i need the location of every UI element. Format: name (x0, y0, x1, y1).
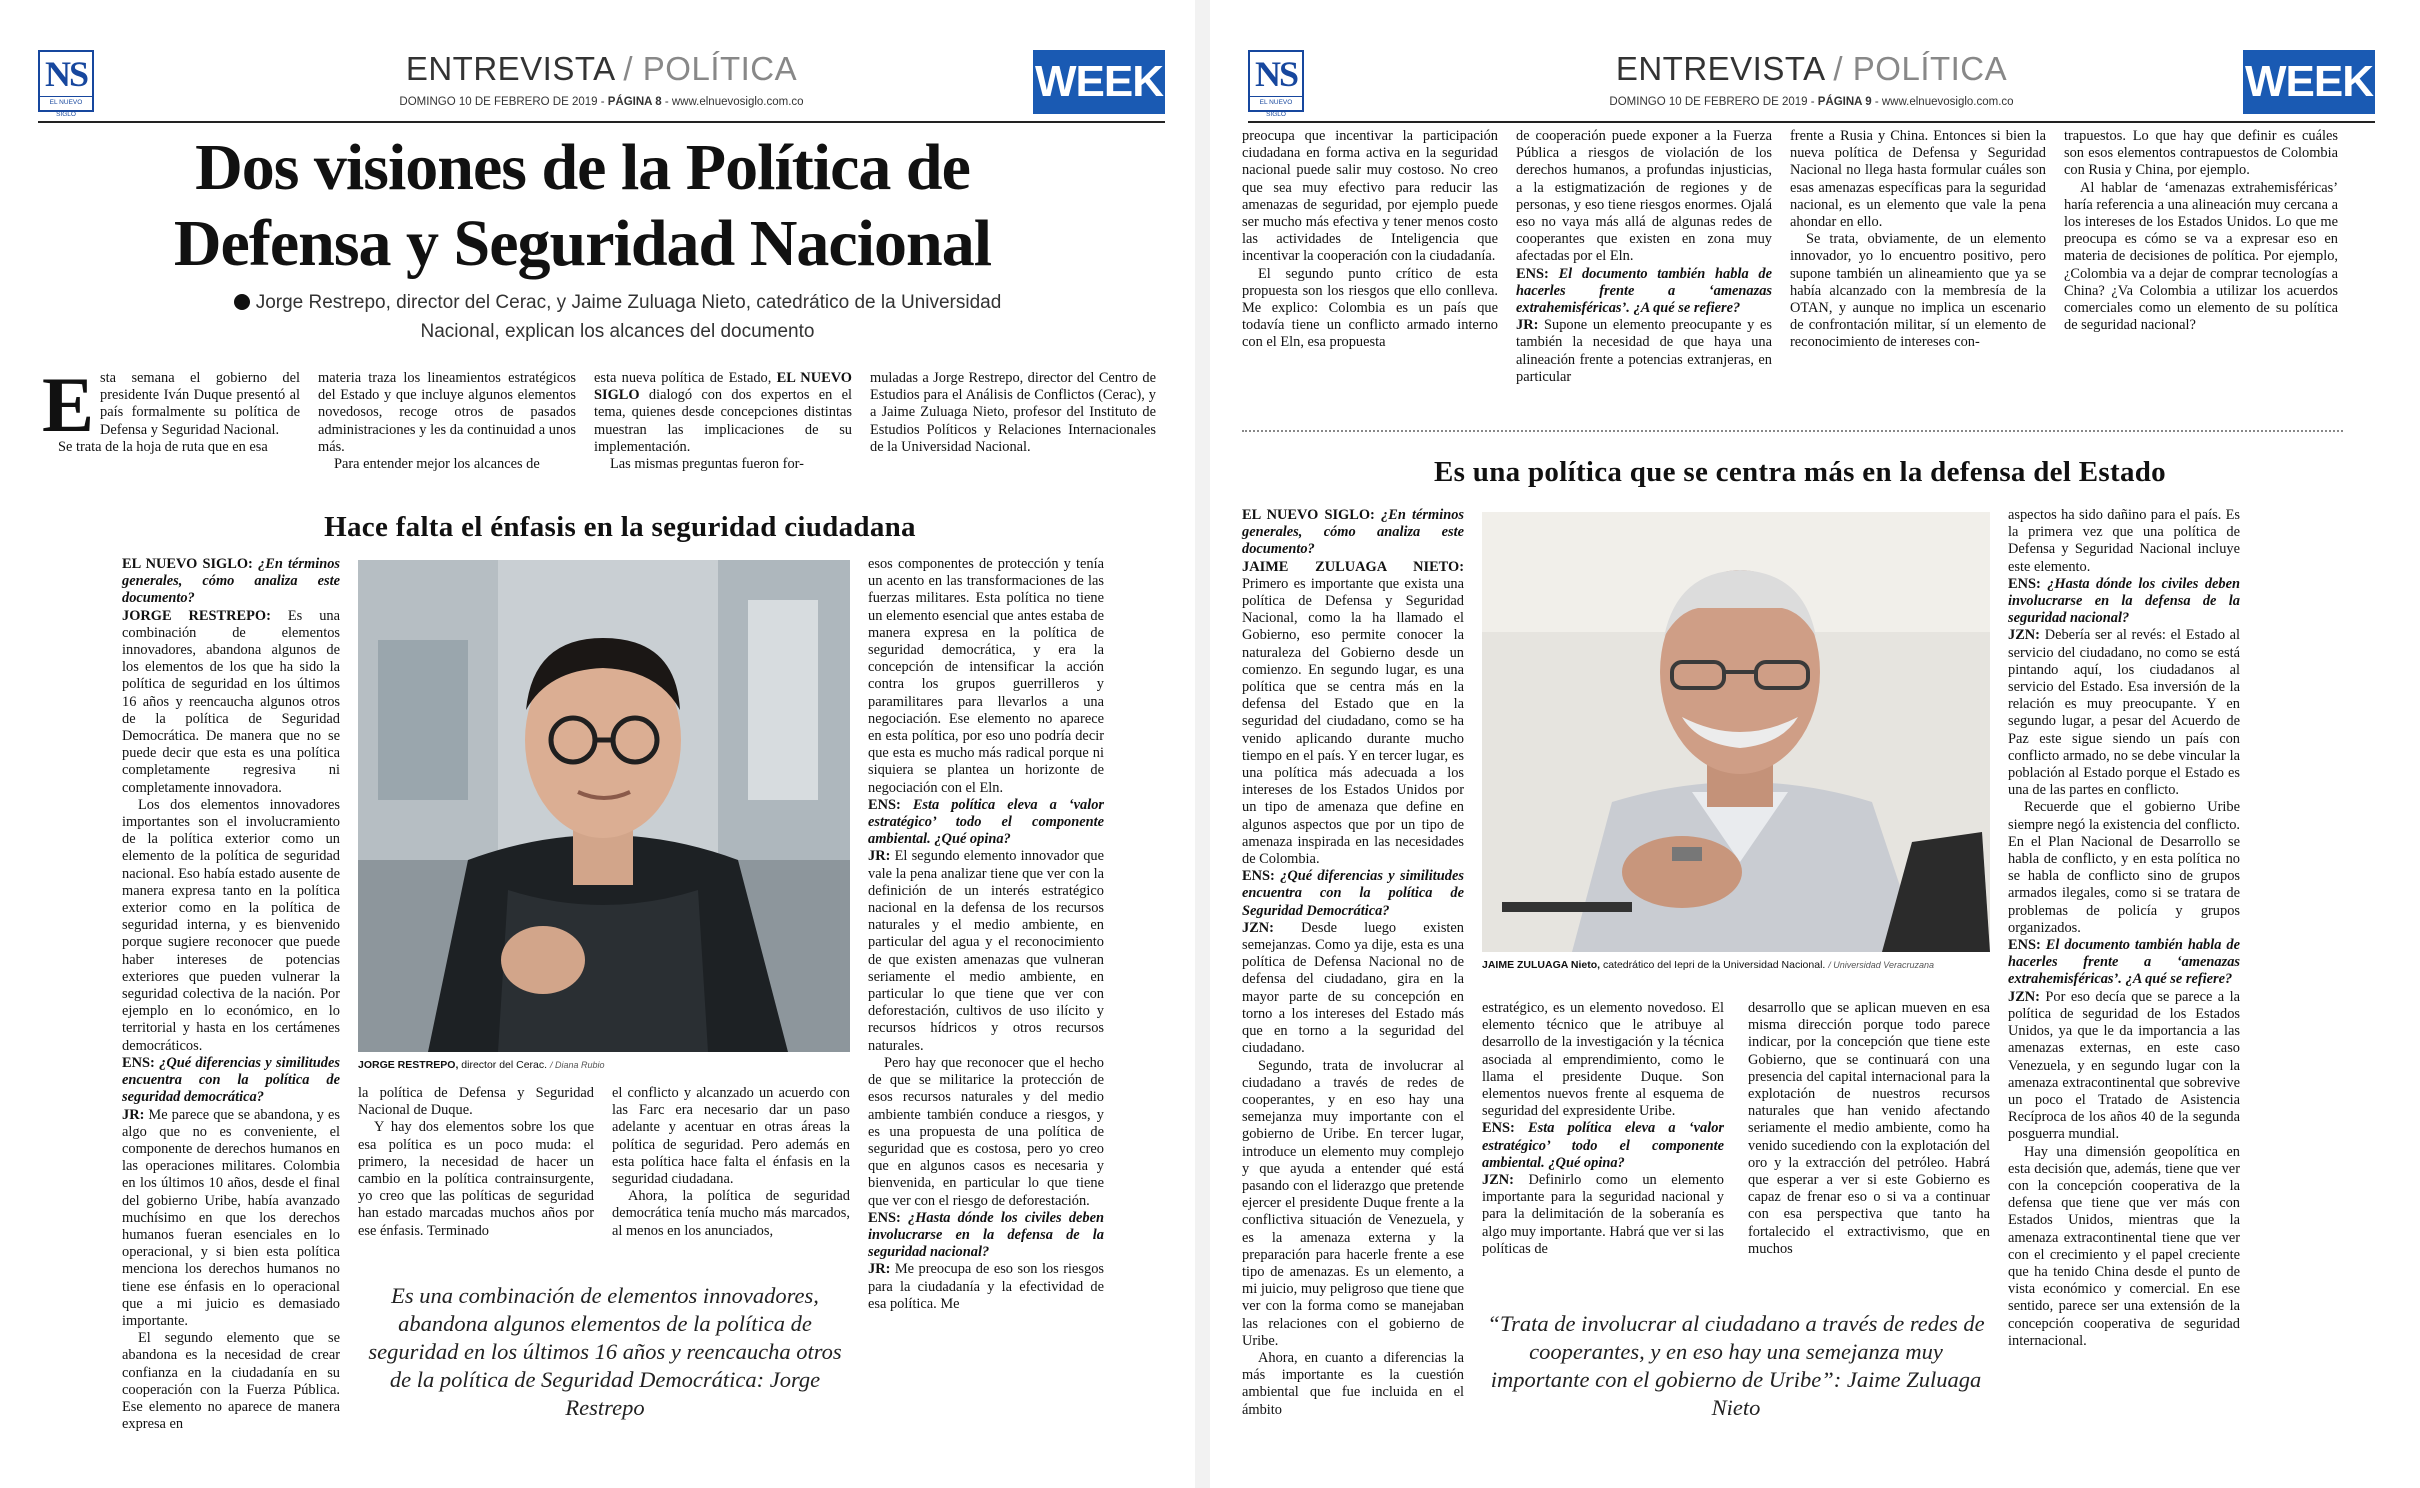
section-divider (1242, 430, 2343, 432)
section-title: ENTREVISTA / POLÍTICA (405, 50, 798, 87)
page-gutter (1195, 0, 1210, 1488)
dateline: DOMINGO 10 DE FEBRERO DE 2019 - PÁGINA 8 - www.elnuevosiglo.com.co (399, 96, 804, 108)
page-8 (0, 0, 1195, 1488)
continuation-col-2: de cooperación puede exponer a la Fuerza Pública a riesgos de violación de los derechos humanos, a profundas injusticias, a la estigmatización de regiones y de personas, y eso tiene riesgos enormes. Ojalá eso no vaya más allá de algunas redes de cooperantes que existen en zona muy afectadas por el Eln. ENS: El documento también habla de hacerles frente a ‘amenazas extrahemisféricas’. ¿A qué se refiere? JR: Supone un elemento preocupante y es también la necesidad de que haya una alineación frente a potencias extranjeras, en particular (1516, 128, 1773, 385)
intro-col-3: esta nueva política de Estado, EL NUEVO SIGLO dialogó con dos expertos en el tema, quienes desde concepciones distintas muestran las implicaciones de su implementación. Las mismas preguntas fueron for- (594, 370, 852, 473)
restrepo-pull-quote: Es una combinación de elementos innovadores, abandona algunos elementos de la política de seguridad en los últimos 16 años y reencaucha otros de la política de Seguridad Democrática: Jorge Restrepo (368, 1283, 842, 1420)
jorge-restrepo-photo (358, 560, 850, 1052)
masthead (38, 50, 1165, 122)
restrepo-portrait-illustration (358, 560, 850, 1052)
page-9 (1210, 0, 2405, 1488)
jaime-zuluaga-photo (1482, 512, 1990, 952)
zuluaga-portrait-illustration (1482, 512, 1990, 952)
zuluaga-pull-quote: “Trata de involucrar al ciudadano a través de redes de cooperantes, y en eso hay una semejanza muy importante con el gobierno de Uribe”: Jaime Zuluaga Nieto (1487, 1311, 1985, 1420)
restrepo-col-3: el conflicto y alcanzado un acuerdo con las Farc era necesario dar un paso adelante y acentuar en otras áreas la política de seguridad. Pero además en esta política hace falta el énfasis en la seguridad ciudadana. Ahora, la política de seguridad democrática tenía mucho más marcados, al menos en los anunciados, (612, 1085, 850, 1239)
continuation-col-4: trapuestos. Lo que hay que definir es cuáles son esos elementos contrapuestos de Colombia con Rusia y China, por ejemplo. Al hablar de ‘amenazas extrahemisféricas’ haría referencia a una alineación muy cercana a los intereses de los Estados Unidos. Lo que me preocupa es cómo se va a expresar eso en materia de decisiones de política. Por ejemplo, ¿Colombia va a dejar de comprar tecnologías a China? ¿Va Colombia a utilizar los acuerdos comerciales como un elemento de su política de seguridad nacional? (2064, 128, 2338, 334)
restrepo-col-1: EL NUEVO SIGLO: ¿En términos generales, cómo analiza este documento? JORGE RESTREPO: Es una combinación de elementos innovadores, abandona algunos de los elementos de los que ha sido la política de seguridad en los últimos 16 años y reencaucha algunos otros de la política de Seguridad Democrática. De manera que no se puede decir que esta es una política completamente regresiva ni completamente innovadora. Los dos elementos innovadores importantes son el involucramiento de la política exterior como un elemento de la política de seguridad nacional. Eso había estado ausente de manera expresa tanto en la política exterior como en la política de seguridad interna, y es bienvenido porque sugiere reconocer que puede haber intereses de potencias exteriores que pueden vulnerar la seguridad colectiva de la nación. Por ejemplo en lo económico, en lo territorial y hasta en los certámenes democráticos. ENS: ¿Qué diferencias y similitudes encuentra con la política de seguridad democrática? JR: Me parece que se abandona, y es algo que no es conveniente, el componente de derechos humanos en las operaciones militares. Colombia en los últimos 10 años, desde el final del gobierno Uribe, había avanzado muchísimo en que los derechos humanos fueran esenciales en lo operacional, y si bien esta política menciona los derechos humanos no tiene ese énfasis en lo operacional que a mi juicio es demasiado importante. El segundo elemento que se abandona es la necesidad de crear confianza en la ciudadanía en su cooperación con la Fuerza Pública. Ese elemento no aparece de manera expresa en (122, 556, 340, 1433)
restrepo-col-2: la política de Defensa y Seguridad Nacional de Duque. Y hay dos elementos sobre los que esa política es un poco muda: el primero, la necesidad de hacer un cambio en la política contrainsurgente, yo creo que las políticas de seguridad han estado marcadas muchos años por ese énfasis. Terminado (358, 1085, 594, 1239)
zuluaga-col-3: desarrollo que se aplican mueven en esa misma dirección porque todo parece indicar, por la concepción que tiene este Gobierno, que se continuará con una presencia del capital internacional para la explotación de nuestros recursos naturales que han venido afectando seriamente el medio ambiente, como ha venido sucediendo con la explotación del oro y la extracción del petróleo. Habrá que esperar a ver si este Gobierno es capaz de frenar eso o si va a continuar con esa perspectiva que tanto ha fortalecido el extractivismo, que en muchos (1748, 1000, 1990, 1257)
restrepo-col-4: esos componentes de protección y tenía un acento en las transformaciones de las fuerzas militares. Esta política no tiene un elemento esencial que antes estaba de manera expresa en la política de seguridad democrática, y era la concepción de intensificar la acción contra los grupos guerrilleros y paramilitares para llevarlos a una negociación. Ese elemento no aparece en esta política, por eso uno podría decir que esta es mucho más radical porque ni siquiera se plantea un horizonte de negociación con el Eln. ENS: Esta política eleva a ‘valor estratégico’ todo el componente ambiental. ¿Qué opina? JR: El segundo elemento innovador que vale la pena analizar tiene que ver con la definición de un interés estratégico nacional en la defensa de los recursos naturales y el medio ambiente, en particular del agua y el reconocimiento de que existen amenazas que vulneran seriamente el medio ambiente, en particular lo que tiene que ver con deforestación, cultivos de uso ilícito y recursos hídricos y otros recursos naturales. Pero hay que reconocer que el hecho de que se militarice la protección de esos recursos naturales y del medio ambiente también conduce a riesgos, y es una propuesta de una política de seguridad que es costosa, pero yo creo que en algunos casos es necesaria y bienvenida, en particular lo que tiene que ver con el riesgo de deforestación. ENS: ¿Hasta dónde los civiles deben involucrarse en la defensa de la seguridad nacional? JR: Me preocupa de eso son los riesgos para la ciudadanía y la efectividad de esa política. Me (868, 556, 1105, 1312)
continuation-col-1: preocupa que incentivar la participación ciudadana en forma activa en la seguridad nacional puede salir muy costoso. No creo que sea muy efectivo para reducir las amenazas de seguridad, por ejemplo puede ser mucho más efectiva y tener menos costo las actividades de Inteligencia que incentivar la cooperación con la ciudadanía. El segundo punto crítico de esta propuesta son los riesgos que ello conlleva. Me explico: Colombia es un país que todavía tiene un conflicto armado interno con el Eln, esa propuesta (1242, 128, 1498, 351)
zuluaga-col-2: estratégico, es un elemento novedoso. El elemento técnico que le atribuye al desarrollo de la investigación y la técnica asociada al emprendimiento, como le llama el presidente Duque. Son elementos nuevos frente al esquema de seguridad del expresidente Uribe. ENS: Esta política eleva a ‘valor estratégico’ todo el componente ambiental. ¿Qué opina? JZN: Definirlo como un elemento importante para la seguridad nacional y para la delimitación de la soberanía es algo muy importante. Habrá que ver si las políticas de (1482, 1000, 1725, 1257)
continuation-col-3: frente a Rusia y China. Entonces si bien la nueva política de Defensa y Seguridad Nacional no llega hasta formular cuáles son esas amenazas específicas para la seguridad nacional, es un elemento que vale la pena ahondar en ello. Se trata, obviamente, de un elemento innovador, yo lo encuentro positivo, pero supone también un alineamiento que ya se había alcanzado con la membresía de la OTAN, y aunque no implica un escenario de confrontación militar, sí un elemento de reconocimiento de intereses con- (1790, 128, 2046, 351)
bullet-icon (234, 294, 250, 310)
subheadline-zuluaga: Es una política que se centra más en la defensa del Estado (1434, 456, 2166, 488)
restrepo-photo-caption: JORGE RESTREPO, director del Cerac. / Diana Rubio (358, 1059, 605, 1071)
masthead-rule (1248, 121, 2375, 123)
masthead-rule (38, 121, 1165, 123)
intro-col-2: materia traza los lineamientos estratégicos del Estado y que incluye algunos elementos novedosos, recoge otros de pasados administraciones y les da continuidad a unos más. Para entender mejor los alcances de (318, 370, 576, 473)
el-nuevo-siglo-logo: NS EL NUEVO SIGLO (1248, 50, 1304, 112)
dateline: DOMINGO 10 DE FEBRERO DE 2019 - PÁGINA 9 - www.elnuevosiglo.com.co (1609, 96, 2014, 108)
subheadline-restrepo: Hace falta el énfasis en la seguridad ciudadana (324, 511, 916, 543)
main-headline: Dos visiones de la Política de Defensa y Seguridad Nacional (173, 131, 992, 280)
zuluaga-col-4: aspectos ha sido dañino para el país. Es la primera vez que una política de Defensa y Seguridad Nacional incluye este elemento. ENS: ¿Hasta dónde los civiles deben involucrarse en la defensa de la seguridad nacional? JZN: Debería ser al revés: el Estado al servicio del ciudadano, no como se está pintando aquí, los ciudadanos al servicio del Estado. Esa inversión de la relación es muy preocupante. Y en segundo lugar, a pesar del Acuerdo de Paz este sigue siendo un país con conflicto armado, no se debe vincular la población al Estado porque el Estado es una de las partes en conflicto. Recuerde que el gobierno Uribe siempre negó la existencia del conflicto. En el Plan Nacional de Desarrollo se habla de conflicto, y en esta política no se habla de conflicto sino de grupos armados ilegales, como si se tratara de problemas de policía y grupos organizados. ENS: El documento también habla de hacerles frente a ‘amenazas extrahemisféricas’. ¿A qué se refiere? JZN: Por eso decía que se parece a la política de seguridad de los Estados Unidos, ya que le da importancia a las amenazas externas, en este caso Venezuela, y en segundo lugar con la amenaza extracontinental que sobrevive un poco el Tratado de Asistencia Recíproca de los años 40 de la segunda posguerra mundial. Hay una dimensión geopolítica en esta decisión que, además, tiene que ver con la concepción cooperativa de la defensa que tiene que ver más con Estados Unidos, mientras que la amenaza extracontinental tiene que ver con el crecimiento y el papel creciente que ha tenido China desde el punto de vista económico y comercial. En ese sentido, parece ser una extensión de la concepción cooperativa de seguridad internacional. (2008, 507, 2241, 1349)
week-logo: WEEK (1033, 50, 1165, 114)
intro-col-4: muladas a Jorge Restrepo, director del Centro de Estudios para el Análisis de Conflictos (Cerac), y a Jaime Zuluaga Nieto, profesor del Instituto de Estudios Políticos y Relaciones Internacionales de la Universidad Nacional. (870, 370, 1156, 455)
el-nuevo-siglo-logo: NS EL NUEVO SIGLO (38, 50, 94, 112)
zuluaga-photo-caption: JAIME ZULUAGA Nieto, catedrático del Iepri de la Universidad Nacional. / Universidad Veracruzana (1482, 959, 1934, 971)
section-title: ENTREVISTA / POLÍTICA (1615, 50, 2008, 87)
deck: Jorge Restrepo, director del Cerac, y Jaime Zuluaga Nieto, catedrático de la Universidad Nacional, explican los alcances del documento (220, 288, 1015, 346)
masthead (1248, 50, 2375, 122)
week-logo: WEEK (2243, 50, 2375, 114)
zuluaga-col-1: EL NUEVO SIGLO: ¿En términos generales, cómo analiza este documento? JAIME ZULUAGA NIETO: Primero es importante que exista una política de Defensa y Seguridad Nacional, como la ha llamado el Gobierno, eso permite conocer la naturaleza del Gobierno desde un comienzo. En segundo lugar, es una política que se centra más en la defensa del Estado que en la seguridad del ciudadano, como se ha venido aplicando durante mucho tiempo en el país. Y en tercer lugar, es una política más adecuada a los intereses de los Estados Unidos por un tipo de amenaza que define en algunos aspectos que por un tipo de amenaza inspirada en las necesidades de Colombia. ENS: ¿Qué diferencias y similitudes encuentra con la política de Seguridad Democrática? JZN: Desde luego existen semejanzas. Como ya dije, esta es una política de Defensa Nacional no de defensa del ciudadano, gira en la mayor parte de su concepción en torno a los intereses del Estado más que en torno a la seguridad del ciudadano. Segundo, trata de involucrar al ciudadano a través de redes de cooperantes, y en eso hay una semejanza muy importante con el gobierno de Uribe. En tercer lugar, introduce un elemento muy complejo y que ayuda a entender qué está pasando con el liderazgo que pretende ejercer el presidente Duque frente a la conflictiva situación de Venezuela, y es la amenaza externa y la preparación para hacerle frente a ese tipo de amenazas. Es un elemento, a mi juicio, muy peligroso que tiene que ver con la forma como se manejaban las relaciones con el gobierno de Uribe. Ahora, en cuanto a diferencias la más importante es la cuestión ambiental que fue incluida en el ámbito (1242, 507, 1464, 1418)
intro-col-1: Esta semana el gobierno del presidente Iván Duque presentó al país formalmente su política de Defensa y Seguridad Nacional. Se trata de la hoja de ruta que en esa (42, 361, 300, 455)
